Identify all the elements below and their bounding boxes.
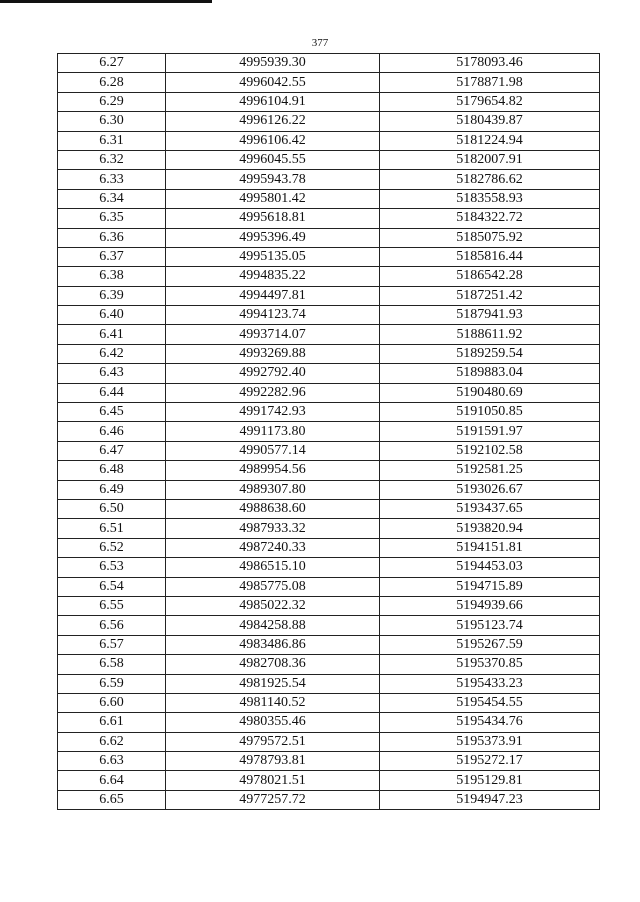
- point-number-cell: 6.28: [58, 73, 166, 92]
- y-coordinate-cell: 5182007.91: [380, 150, 600, 169]
- x-coordinate-cell: 4996104.91: [166, 92, 380, 111]
- table-row: [58, 112, 600, 131]
- x-coordinate-cell: 4983486.86: [166, 635, 380, 654]
- table-row: [58, 616, 600, 635]
- y-coordinate-cell: 5182786.62: [380, 170, 600, 189]
- point-number-cell: 6.57: [58, 635, 166, 654]
- point-number-cell: 6.42: [58, 344, 166, 363]
- point-number-cell: 6.27: [58, 54, 166, 73]
- x-coordinate-cell: 4995943.78: [166, 170, 380, 189]
- y-coordinate-cell: 5181224.94: [380, 131, 600, 150]
- x-coordinate-cell: 4978021.51: [166, 771, 380, 790]
- y-coordinate-cell: 5185816.44: [380, 247, 600, 266]
- x-coordinate-cell: 4987240.33: [166, 538, 380, 557]
- table-row: [58, 635, 600, 654]
- point-number-cell: 6.40: [58, 306, 166, 325]
- y-coordinate-cell: 5195267.59: [380, 635, 600, 654]
- x-coordinate-cell: 4978793.81: [166, 752, 380, 771]
- table-row: [58, 170, 600, 189]
- page-number: 377: [311, 37, 329, 49]
- x-coordinate-cell: 4996126.22: [166, 112, 380, 131]
- x-coordinate-cell: 4985022.32: [166, 596, 380, 615]
- x-coordinate-cell: 4993269.88: [166, 344, 380, 363]
- y-coordinate-cell: 5195370.85: [380, 655, 600, 674]
- x-coordinate-cell: 4979572.51: [166, 732, 380, 751]
- y-coordinate-cell: 5193026.67: [380, 480, 600, 499]
- y-coordinate-cell: 5194715.89: [380, 577, 600, 596]
- point-number-cell: 6.38: [58, 267, 166, 286]
- x-coordinate-cell: 4995801.42: [166, 189, 380, 208]
- table-row: [58, 325, 600, 344]
- y-coordinate-cell: 5190480.69: [380, 383, 600, 402]
- table-row: [58, 499, 600, 518]
- x-coordinate-cell: 4996045.55: [166, 150, 380, 169]
- point-number-cell: 6.46: [58, 422, 166, 441]
- x-coordinate-cell: 4995135.05: [166, 247, 380, 266]
- point-number-cell: 6.34: [58, 189, 166, 208]
- y-coordinate-cell: 5195373.91: [380, 732, 600, 751]
- point-number-cell: 6.32: [58, 150, 166, 169]
- table-row: [58, 306, 600, 325]
- x-coordinate-cell: 4990577.14: [166, 441, 380, 460]
- x-coordinate-cell: 4994497.81: [166, 286, 380, 305]
- x-coordinate-cell: 4991742.93: [166, 403, 380, 422]
- y-coordinate-cell: 5193437.65: [380, 499, 600, 518]
- y-coordinate-cell: 5191050.85: [380, 403, 600, 422]
- point-number-cell: 6.33: [58, 170, 166, 189]
- x-coordinate-cell: 4981140.52: [166, 693, 380, 712]
- point-number-cell: 6.65: [58, 790, 166, 809]
- table-row: [58, 344, 600, 363]
- table-row: [58, 228, 600, 247]
- y-coordinate-cell: 5185075.92: [380, 228, 600, 247]
- x-coordinate-cell: 4977257.72: [166, 790, 380, 809]
- point-number-cell: 6.48: [58, 461, 166, 480]
- table-row: [58, 674, 600, 693]
- point-number-cell: 6.51: [58, 519, 166, 538]
- x-coordinate-cell: 4993714.07: [166, 325, 380, 344]
- point-number-cell: 6.60: [58, 693, 166, 712]
- point-number-cell: 6.64: [58, 771, 166, 790]
- table-row: [58, 752, 600, 771]
- y-coordinate-cell: 5194453.03: [380, 558, 600, 577]
- y-coordinate-cell: 5194151.81: [380, 538, 600, 557]
- point-number-cell: 6.31: [58, 131, 166, 150]
- y-coordinate-cell: 5194947.23: [380, 790, 600, 809]
- coordinates-table-body: [58, 54, 600, 810]
- point-number-cell: 6.59: [58, 674, 166, 693]
- point-number-cell: 6.37: [58, 247, 166, 266]
- coordinates-table: [57, 53, 600, 810]
- point-number-cell: 6.29: [58, 92, 166, 111]
- x-coordinate-cell: 4995396.49: [166, 228, 380, 247]
- table-row: [58, 422, 600, 441]
- table-row: [58, 655, 600, 674]
- y-coordinate-cell: 5188611.92: [380, 325, 600, 344]
- x-coordinate-cell: 4987933.32: [166, 519, 380, 538]
- x-coordinate-cell: 4985775.08: [166, 577, 380, 596]
- table-row: [58, 461, 600, 480]
- x-coordinate-cell: 4984258.88: [166, 616, 380, 635]
- y-coordinate-cell: 5192102.58: [380, 441, 600, 460]
- y-coordinate-cell: 5178093.46: [380, 54, 600, 73]
- x-coordinate-cell: 4991173.80: [166, 422, 380, 441]
- y-coordinate-cell: 5189883.04: [380, 364, 600, 383]
- y-coordinate-cell: 5187941.93: [380, 306, 600, 325]
- x-coordinate-cell: 4992792.40: [166, 364, 380, 383]
- table-row: [58, 267, 600, 286]
- x-coordinate-cell: 4986515.10: [166, 558, 380, 577]
- x-coordinate-cell: 4996106.42: [166, 131, 380, 150]
- point-number-cell: 6.41: [58, 325, 166, 344]
- x-coordinate-cell: 4981925.54: [166, 674, 380, 693]
- y-coordinate-cell: 5183558.93: [380, 189, 600, 208]
- table-row: [58, 364, 600, 383]
- x-coordinate-cell: 4992282.96: [166, 383, 380, 402]
- point-number-cell: 6.55: [58, 596, 166, 615]
- point-number-cell: 6.49: [58, 480, 166, 499]
- table-row: [58, 693, 600, 712]
- y-coordinate-cell: 5195434.76: [380, 713, 600, 732]
- y-coordinate-cell: 5187251.42: [380, 286, 600, 305]
- table-row: [58, 286, 600, 305]
- x-coordinate-cell: 4996042.55: [166, 73, 380, 92]
- point-number-cell: 6.56: [58, 616, 166, 635]
- x-coordinate-cell: 4994123.74: [166, 306, 380, 325]
- table-row: [58, 596, 600, 615]
- y-coordinate-cell: 5193820.94: [380, 519, 600, 538]
- point-number-cell: 6.43: [58, 364, 166, 383]
- table-row: [58, 92, 600, 111]
- point-number-cell: 6.47: [58, 441, 166, 460]
- table-row: [58, 54, 600, 73]
- y-coordinate-cell: 5195123.74: [380, 616, 600, 635]
- table-row: [58, 771, 600, 790]
- point-number-cell: 6.62: [58, 732, 166, 751]
- point-number-cell: 6.61: [58, 713, 166, 732]
- table-row: [58, 150, 600, 169]
- y-coordinate-cell: 5189259.54: [380, 344, 600, 363]
- table-row: [58, 247, 600, 266]
- x-coordinate-cell: 4989954.56: [166, 461, 380, 480]
- point-number-cell: 6.35: [58, 209, 166, 228]
- x-coordinate-cell: 4995618.81: [166, 209, 380, 228]
- point-number-cell: 6.36: [58, 228, 166, 247]
- table-row: [58, 189, 600, 208]
- table-row: [58, 577, 600, 596]
- point-number-cell: 6.53: [58, 558, 166, 577]
- y-coordinate-cell: 5178871.98: [380, 73, 600, 92]
- table-row: [58, 403, 600, 422]
- table-row: [58, 519, 600, 538]
- x-coordinate-cell: 4982708.36: [166, 655, 380, 674]
- y-coordinate-cell: 5192581.25: [380, 461, 600, 480]
- table-row: [58, 73, 600, 92]
- y-coordinate-cell: 5195433.23: [380, 674, 600, 693]
- point-number-cell: 6.39: [58, 286, 166, 305]
- table-row: [58, 480, 600, 499]
- y-coordinate-cell: 5194939.66: [380, 596, 600, 615]
- point-number-cell: 6.30: [58, 112, 166, 131]
- table-row: [58, 131, 600, 150]
- point-number-cell: 6.45: [58, 403, 166, 422]
- y-coordinate-cell: 5195272.17: [380, 752, 600, 771]
- y-coordinate-cell: 5195129.81: [380, 771, 600, 790]
- table-row: [58, 790, 600, 809]
- table-row: [58, 558, 600, 577]
- point-number-cell: 6.58: [58, 655, 166, 674]
- table-row: [58, 732, 600, 751]
- point-number-cell: 6.63: [58, 752, 166, 771]
- y-coordinate-cell: 5191591.97: [380, 422, 600, 441]
- y-coordinate-cell: 5184322.72: [380, 209, 600, 228]
- point-number-cell: 6.44: [58, 383, 166, 402]
- y-coordinate-cell: 5179654.82: [380, 92, 600, 111]
- x-coordinate-cell: 4988638.60: [166, 499, 380, 518]
- table-row: [58, 713, 600, 732]
- x-coordinate-cell: 4989307.80: [166, 480, 380, 499]
- x-coordinate-cell: 4980355.46: [166, 713, 380, 732]
- x-coordinate-cell: 4995939.30: [166, 54, 380, 73]
- header-rule: [0, 0, 212, 3]
- y-coordinate-cell: 5180439.87: [380, 112, 600, 131]
- point-number-cell: 6.52: [58, 538, 166, 557]
- point-number-cell: 6.50: [58, 499, 166, 518]
- table-row: [58, 209, 600, 228]
- y-coordinate-cell: 5195454.55: [380, 693, 600, 712]
- table-row: [58, 441, 600, 460]
- y-coordinate-cell: 5186542.28: [380, 267, 600, 286]
- table-row: [58, 538, 600, 557]
- x-coordinate-cell: 4994835.22: [166, 267, 380, 286]
- point-number-cell: 6.54: [58, 577, 166, 596]
- table-row: [58, 383, 600, 402]
